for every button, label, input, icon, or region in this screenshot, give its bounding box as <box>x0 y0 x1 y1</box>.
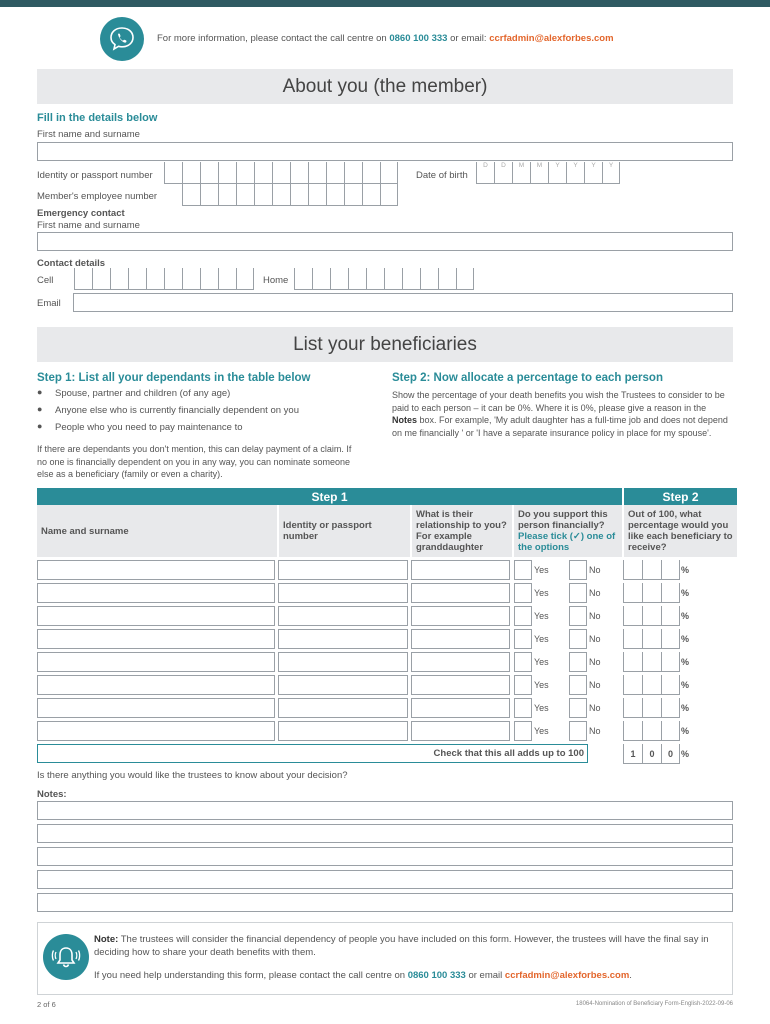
cell-number-field[interactable] <box>74 268 254 290</box>
notes-line[interactable] <box>37 870 733 889</box>
dob-label: Date of birth <box>416 170 468 181</box>
relationship-cell[interactable] <box>411 675 510 695</box>
name-cell[interactable] <box>37 698 275 718</box>
no-label: No <box>589 634 601 644</box>
beneficiaries-table <box>37 488 737 557</box>
yes-label: Yes <box>534 657 549 667</box>
no-checkbox[interactable] <box>569 606 587 626</box>
page-number: 2 of 6 <box>37 1000 56 1009</box>
emergency-name-field[interactable] <box>37 232 733 251</box>
help-phone[interactable]: 0860 100 333 <box>407 970 466 981</box>
total-check-label: Check that this all adds up to 100 <box>37 744 588 763</box>
table-row <box>37 606 737 626</box>
total-percent-sign: % <box>681 749 690 759</box>
notes-line[interactable] <box>37 801 733 820</box>
total-digit: 0 <box>661 744 680 764</box>
name-cell[interactable] <box>37 721 275 741</box>
no-label: No <box>589 703 601 713</box>
contact-or-email: or email: <box>450 33 487 44</box>
id-cell[interactable] <box>278 560 408 580</box>
yes-label: Yes <box>534 726 549 736</box>
table-row <box>37 560 737 580</box>
contact-line <box>157 33 614 44</box>
total-digit: 0 <box>642 744 661 764</box>
percent-sign: % <box>681 565 690 575</box>
yes-checkbox[interactable] <box>514 606 532 626</box>
percentage-field[interactable] <box>623 721 680 741</box>
yes-label: Yes <box>534 611 549 621</box>
total-digit: 1 <box>623 744 642 764</box>
col-name-header: Name and surname <box>37 505 278 557</box>
yes-checkbox[interactable] <box>514 721 532 741</box>
percent-sign: % <box>681 703 690 713</box>
id-cell[interactable] <box>278 583 408 603</box>
percent-sign: % <box>681 657 690 667</box>
phone-chat-icon <box>100 17 144 61</box>
col-support-instruction: Please tick (✓) one of the options <box>518 531 616 553</box>
step2-heading: Step 2: Now allocate a percentage to each person <box>392 372 663 384</box>
yes-label: Yes <box>534 634 549 644</box>
trustees-question: Is there anything you would like the trustees to know about your decision? <box>37 770 348 781</box>
percentage-field[interactable] <box>623 629 680 649</box>
notes-line[interactable] <box>37 847 733 866</box>
bell-icon <box>43 934 89 980</box>
percentage-field[interactable] <box>623 675 680 695</box>
no-label: No <box>589 680 601 690</box>
help-paragraph <box>94 969 724 982</box>
no-checkbox[interactable] <box>569 560 587 580</box>
dob-placeholder: Y <box>591 162 596 169</box>
step2-text-b: box. For example, 'My adult daughter has a full-time job and does not depend on me financially ' or 'I have a separate insurance policy in place for my spouse'. <box>392 415 728 438</box>
percent-sign: % <box>681 726 690 736</box>
percentage-field[interactable] <box>623 652 680 672</box>
id-number-label: Identity or passport number <box>37 170 153 181</box>
home-number-field[interactable] <box>294 268 474 290</box>
table-row <box>37 652 737 672</box>
yes-checkbox[interactable] <box>514 629 532 649</box>
dob-field[interactable] <box>476 162 620 184</box>
yes-checkbox[interactable] <box>514 583 532 603</box>
name-cell[interactable] <box>37 583 275 603</box>
id-cell[interactable] <box>278 721 408 741</box>
note-prefix: Note: <box>94 934 119 945</box>
no-label: No <box>589 611 601 621</box>
no-label: No <box>589 565 601 575</box>
percentage-field[interactable] <box>623 583 680 603</box>
relationship-cell[interactable] <box>411 721 510 741</box>
percentage-field[interactable] <box>623 698 680 718</box>
table-row <box>37 629 737 649</box>
yes-label: Yes <box>534 703 549 713</box>
yes-checkbox[interactable] <box>514 652 532 672</box>
notes-label: Notes: <box>37 789 67 800</box>
notes-word: Notes <box>392 415 418 425</box>
name-cell[interactable] <box>37 675 275 695</box>
emergency-contact-label: Emergency contact <box>37 208 125 219</box>
step1-paragraph: If there are dependants you don't mention, this can delay payment of a claim. If no one is financially dependent on you in any way, you can nominate someone else as a beneficiary (family or even a charity). <box>37 444 352 479</box>
dob-placeholder: Y <box>573 162 578 169</box>
cell-label: Cell <box>37 275 54 286</box>
relationship-cell[interactable] <box>411 698 510 718</box>
email-field[interactable] <box>73 293 733 312</box>
id-cell[interactable] <box>278 652 408 672</box>
step1-heading: Step 1: List all your dependants in the table below <box>37 372 311 384</box>
table-step2-header: Step 2 <box>623 488 737 505</box>
yes-label: Yes <box>534 565 549 575</box>
employee-number-label: Member's employee number <box>37 191 158 202</box>
percent-sign: % <box>681 634 690 644</box>
percentage-field[interactable] <box>623 606 680 626</box>
col-relationship-header: What is their relationship to you? For example granddaughter <box>411 505 513 557</box>
about-section-title: About you (the member) <box>37 69 733 104</box>
form-reference: 18064-Nomination of Beneficiary Form-English-2022-09-06 <box>575 1001 733 1007</box>
percent-sign: % <box>681 588 690 598</box>
yes-checkbox[interactable] <box>514 698 532 718</box>
col-support-header <box>513 505 623 557</box>
table-row <box>37 721 737 741</box>
help-email[interactable]: ccrfadmin@alexforbes.com <box>504 970 630 981</box>
beneficiaries-section-title: List your beneficiaries <box>37 327 733 362</box>
col-support-question: Do you support this person financially? <box>518 509 608 531</box>
table-row <box>37 675 737 695</box>
first-name-field[interactable] <box>37 142 733 161</box>
help-prefix: If you need help understanding this form, please contact the call centre on <box>94 970 406 981</box>
email-label: Email <box>37 298 61 309</box>
id-cell[interactable] <box>278 629 408 649</box>
step2-paragraph <box>392 389 732 439</box>
employee-number-field[interactable] <box>182 184 398 206</box>
no-checkbox[interactable] <box>569 721 587 741</box>
name-cell[interactable] <box>37 652 275 672</box>
relationship-cell[interactable] <box>411 583 510 603</box>
notes-line[interactable] <box>37 893 733 912</box>
relationship-cell[interactable] <box>411 560 510 580</box>
home-label: Home <box>263 275 289 286</box>
no-checkbox[interactable] <box>569 583 587 603</box>
contact-prefix: For more information, please contact the call centre on <box>157 33 387 44</box>
dob-placeholder: D <box>483 162 488 169</box>
help-or: or email <box>468 970 503 981</box>
dob-placeholder: Y <box>608 162 614 169</box>
percent-sign: % <box>681 611 690 621</box>
percentage-field[interactable] <box>623 560 680 580</box>
dob-placeholder: D <box>501 162 506 169</box>
no-label: No <box>589 588 601 598</box>
notes-line[interactable] <box>37 824 733 843</box>
name-cell[interactable] <box>37 560 275 580</box>
relationship-cell[interactable] <box>411 629 510 649</box>
table-row <box>37 583 737 603</box>
fill-details-heading: Fill in the details below <box>37 112 158 124</box>
dependants-list <box>37 388 367 439</box>
no-checkbox[interactable] <box>569 675 587 695</box>
top-bar <box>0 0 770 7</box>
table-step1-header: Step 1 <box>37 488 623 505</box>
id-cell[interactable] <box>278 606 408 626</box>
yes-label: Yes <box>534 680 549 690</box>
no-checkbox[interactable] <box>569 698 587 718</box>
list-item: ● People who you need to pay maintenance to <box>37 422 367 433</box>
emergency-name-label: First name and surname <box>37 220 140 231</box>
relationship-cell[interactable] <box>411 652 510 672</box>
yes-checkbox[interactable] <box>514 560 532 580</box>
col-id-header: Identity or passport number <box>278 505 411 557</box>
dob-placeholder: M <box>536 162 543 169</box>
list-item: ● Spouse, partner and children (of any age) <box>37 388 367 399</box>
name-cell[interactable] <box>37 606 275 626</box>
no-checkbox[interactable] <box>569 629 587 649</box>
col-percentage-header: Out of 100, what percentage would you like each beneficiary to receive? <box>623 505 737 557</box>
first-name-label: First name and surname <box>37 129 140 140</box>
percent-sign: % <box>681 680 690 690</box>
contact-details-label: Contact details <box>37 258 106 269</box>
id-cell[interactable] <box>278 675 408 695</box>
relationship-cell[interactable] <box>411 606 510 626</box>
list-item: ● Anyone else who is currently financially dependent on you <box>37 405 367 416</box>
dob-placeholder: M <box>518 162 525 169</box>
note-paragraph <box>94 933 724 959</box>
dob-placeholder: Y <box>555 162 560 169</box>
total-percentage <box>623 744 680 764</box>
no-checkbox[interactable] <box>569 652 587 672</box>
yes-label: Yes <box>534 588 549 598</box>
step2-text-a: Show the percentage of your death benefits you wish the Trustees to consider to be paid to each person – it can be 0%. Where it is 0%, please give a reason in the <box>392 390 725 413</box>
yes-checkbox[interactable] <box>514 675 532 695</box>
note-body: The trustees will consider the financial dependency of people you have included on this form. However, the trustees will have the final say in deciding how to share your death benefits with them. <box>94 934 709 958</box>
table-row <box>37 698 737 718</box>
name-cell[interactable] <box>37 629 275 649</box>
phone-number[interactable]: 0860 100 333 <box>389 33 448 44</box>
id-cell[interactable] <box>278 698 408 718</box>
no-label: No <box>589 657 601 667</box>
email-link[interactable]: ccrfadmin@alexforbes.com <box>489 33 614 44</box>
id-number-field[interactable] <box>164 162 398 184</box>
help-end: . <box>629 970 632 981</box>
no-label: No <box>589 726 601 736</box>
